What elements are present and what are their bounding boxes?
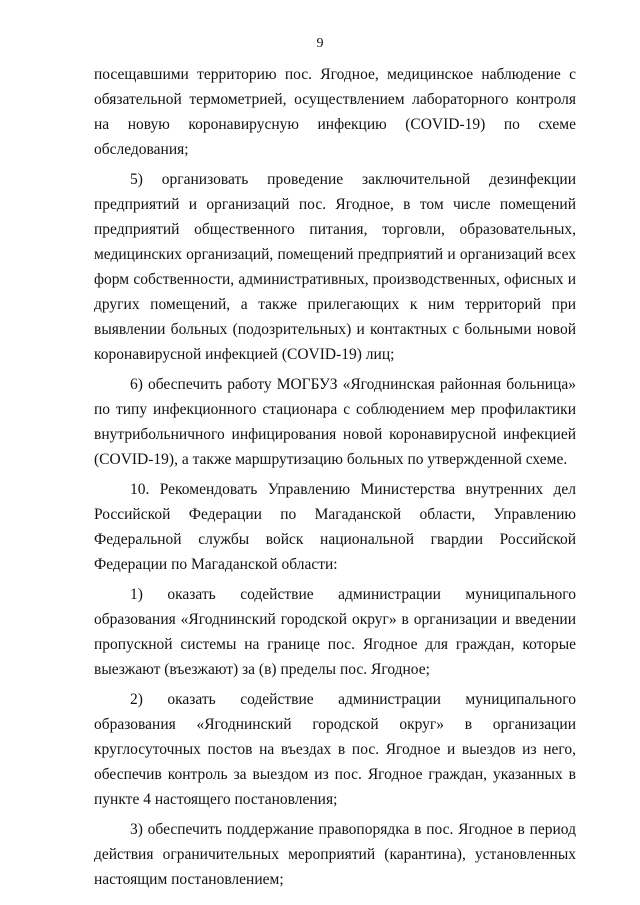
paragraph-section-10: 10. Рекомендовать Управлению Министерства внутренних дел Российской Федерации по Магаданской области, Управлению Федеральной службы войск национальной гвардии Российской Федерации по Магаданской области: [94,481,576,573]
paragraph-item-5: 5) организовать проведение заключительной дезинфекции предприятий и организаций пос. Ягодное, в том числе помещений предприятий общественного питания, торговли, образовательных, медицинских организаций, помещений предприятий и организаций всех форм собственности, административных, производственных, офисных и других помещений, а также прилегающих к ним территорий при выявлении больных (подозрительных) и контактных с больными новой коронавирусной инфекцией (COVID-19) лиц; [94,171,576,363]
paragraph-item-3: 3) обеспечить поддержание правопорядка в пос. Ягодное в период действия ограничительных мероприятий (карантина), установленных настоящим постановлением; [94,821,576,888]
paragraph-item-1: 1) оказать содействие администрации муниципального образования «Ягоднинский городской округ» в организации и введении пропускной системы на границе пос. Ягодное для граждан, которые выезжают (въезжают) за (в) пределы пос. Ягодное; [94,586,576,678]
paragraph-item-6: 6) обеспечить работу МОГБУЗ «Ягоднинская районная больница» по типу инфекционного стационара с соблюдением мер профилактики внутрибольничного инфицирования новой коронавирусной инфекцией (COVID-19), а также маршрутизацию больных по утвержденной схеме. [94,376,576,468]
paragraph-item-2: 2) оказать содействие администрации муниципального образования «Ягоднинский городской округ» в организации круглосуточных постов на въездах в пос. Ягодное и выездов из него, обеспечив контроль за выездом из пос. Ягодное граждан, указанных в пункте 4 настоящего постановления; [94,691,576,808]
document-body [94,62,576,897]
page-number: 9 [316,36,324,51]
paragraph-continuation: посещавшими территорию пос. Ягодное, медицинское наблюдение с обязательной термометрией, осуществлением лабораторного контроля на новую коронавирусную инфекцию (COVID-19) по схеме обследования; [94,66,576,158]
